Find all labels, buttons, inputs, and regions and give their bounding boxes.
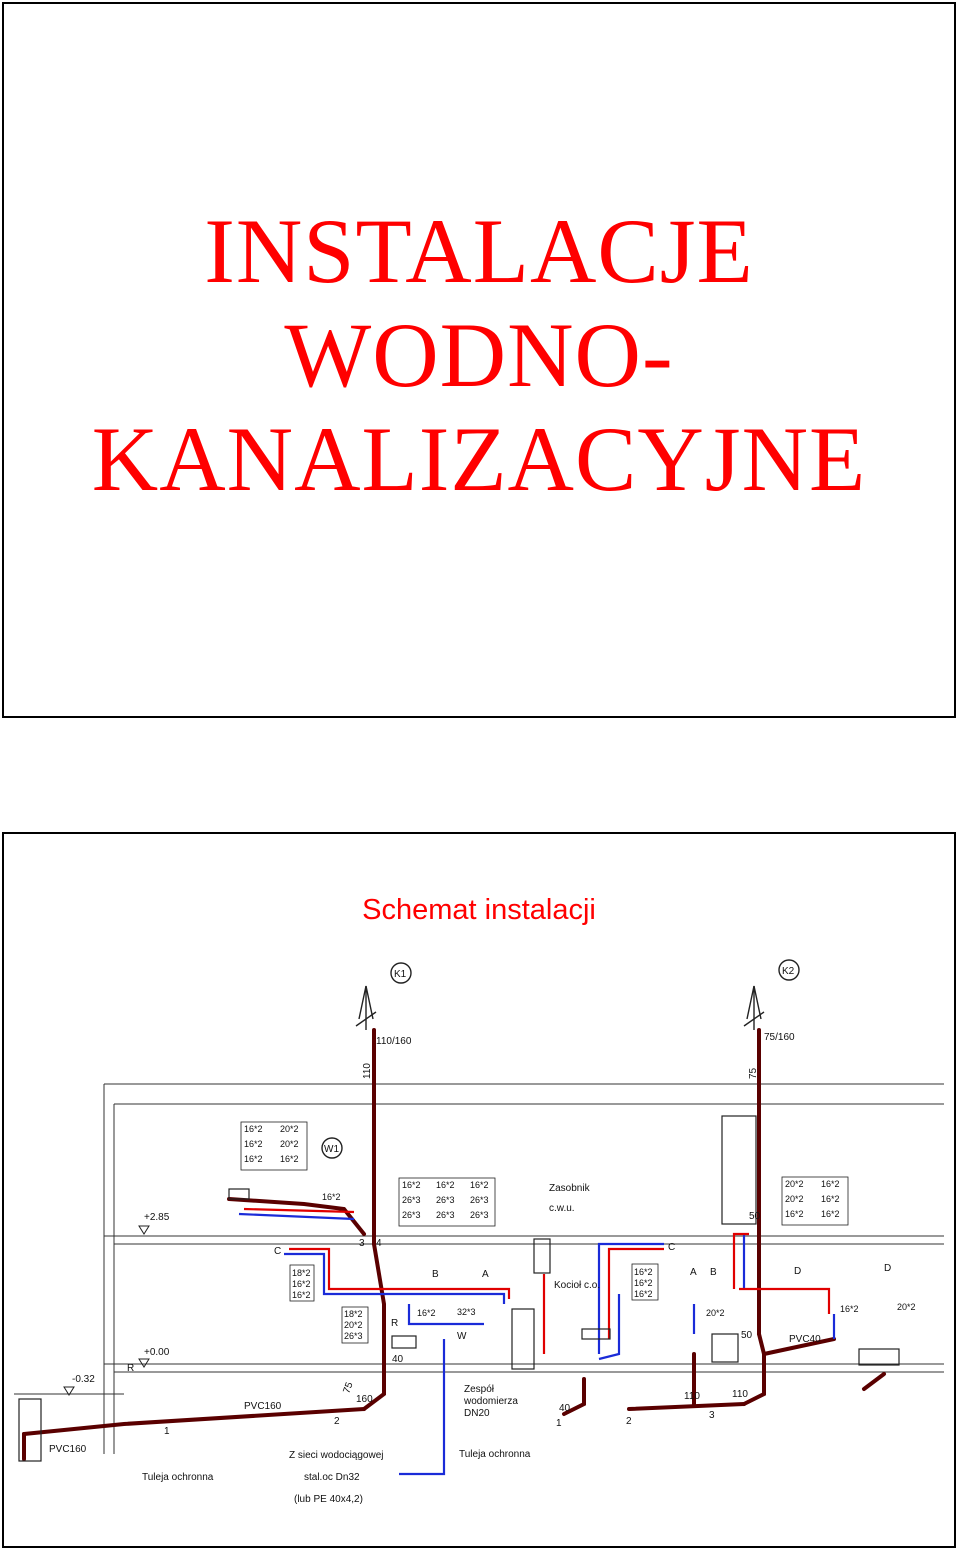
pipe-label: PVC40 — [789, 1334, 821, 1345]
grid-left — [292, 1268, 311, 1300]
pipe-label: PVC160 — [244, 1401, 282, 1412]
cell: 16*2 — [244, 1124, 263, 1134]
cell: 20*2 — [785, 1179, 804, 1189]
point-label: A — [482, 1269, 489, 1280]
point-label: B — [710, 1267, 717, 1278]
level-markers — [64, 1226, 149, 1395]
annotation: Zespół — [464, 1384, 495, 1395]
point-label: B — [432, 1269, 439, 1280]
main-title — [4, 199, 954, 511]
cell: 16*2 — [821, 1179, 840, 1189]
cell: 26*3 — [470, 1210, 489, 1220]
cell: 16*2 — [785, 1209, 804, 1219]
pipe-label: 110 — [684, 1391, 700, 1402]
annotation: 16*2 — [322, 1192, 341, 1202]
schematic-title: Schemat instalacji — [362, 894, 596, 926]
pipe-label: 110 — [362, 1063, 373, 1079]
point-label: R — [391, 1318, 399, 1329]
annotation: DN20 — [464, 1408, 490, 1419]
cell: 26*3 — [344, 1331, 363, 1341]
cell: 18*2 — [292, 1268, 311, 1278]
cell: 16*2 — [470, 1180, 489, 1190]
point-label: 2 — [334, 1416, 340, 1427]
vent-risers — [322, 960, 799, 1158]
annotation: Tuleja ochronna — [459, 1449, 531, 1460]
riser-label-k2: K2 — [782, 966, 795, 977]
pipe-label: 50 — [749, 1211, 761, 1222]
cell: 20*2 — [344, 1320, 363, 1330]
level-label: +2.85 — [144, 1212, 170, 1223]
cell: 16*2 — [292, 1290, 311, 1300]
annotation: c.w.u. — [549, 1203, 575, 1214]
point-label: 2 — [626, 1416, 632, 1427]
pipe-label: 75 — [748, 1067, 759, 1079]
annotation: 20*2 — [706, 1308, 725, 1318]
point-label: W — [457, 1331, 467, 1342]
annotation: 32*3 — [457, 1307, 476, 1317]
annotation: 20*2 — [897, 1302, 916, 1312]
title-line-1: INSTALACJE — [204, 200, 754, 302]
riser-label-w1: W1 — [324, 1144, 339, 1155]
point-labels — [127, 1238, 891, 1437]
pipe-label: PVC160 — [49, 1444, 87, 1455]
cell: 16*2 — [821, 1209, 840, 1219]
cell: 16*2 — [244, 1154, 263, 1164]
level-label: -0.32 — [72, 1374, 95, 1385]
pipe-label: 40 — [559, 1403, 571, 1414]
point-label: C — [668, 1242, 676, 1253]
cell: 16*2 — [634, 1267, 653, 1277]
grid-k2 — [785, 1179, 840, 1219]
cell: 20*2 — [280, 1139, 299, 1149]
annotation: Z sieci wodociągowej — [289, 1450, 384, 1461]
point-label: 3 — [359, 1238, 365, 1249]
cell: 16*2 — [402, 1180, 421, 1190]
schematic-slide — [2, 832, 956, 1548]
annotation: Zasobnik — [549, 1183, 590, 1194]
riser-label-k1: K1 — [394, 969, 407, 980]
point-label: 1 — [556, 1418, 562, 1429]
cell: 16*2 — [821, 1194, 840, 1204]
cell: 20*2 — [280, 1124, 299, 1134]
annotation: stal.oc Dn32 — [304, 1472, 360, 1483]
annotation: (lub PE 40x4,2) — [294, 1494, 363, 1505]
cell: 26*3 — [402, 1195, 421, 1205]
cell: 16*2 — [436, 1180, 455, 1190]
cell: 18*2 — [344, 1309, 363, 1319]
pipe-label: 50 — [741, 1330, 753, 1341]
point-label: 4 — [376, 1238, 382, 1249]
cell: 16*2 — [292, 1279, 311, 1289]
point-label: 1 — [164, 1426, 170, 1437]
plumbing-schematic — [4, 834, 954, 1546]
pipe-label: 110/160 — [376, 1036, 412, 1047]
point-label: 3 — [709, 1410, 715, 1421]
cell: 16*2 — [634, 1289, 653, 1299]
level-label: +0.00 — [144, 1347, 170, 1358]
pipe-label: 160 — [356, 1394, 373, 1405]
grid-bottom — [344, 1309, 363, 1341]
point-label: D — [794, 1266, 802, 1277]
title-slide — [2, 2, 956, 718]
cell: 16*2 — [634, 1278, 653, 1288]
pipe-label: 110 — [732, 1389, 748, 1400]
cell: 26*3 — [402, 1210, 421, 1220]
cell: 16*2 — [244, 1139, 263, 1149]
annotation: 16*2 — [417, 1308, 436, 1318]
cell: 26*3 — [436, 1210, 455, 1220]
pipe-label: 40 — [392, 1354, 404, 1365]
cell: 26*3 — [470, 1195, 489, 1205]
point-label: A — [690, 1267, 697, 1278]
point-label: R — [127, 1363, 135, 1374]
point-label: D — [884, 1263, 892, 1274]
cell: 26*3 — [436, 1195, 455, 1205]
grid-mid — [402, 1180, 489, 1220]
annotation: wodomierza — [464, 1396, 518, 1407]
cell: 16*2 — [280, 1154, 299, 1164]
cell: 20*2 — [785, 1194, 804, 1204]
title-line-3: KANALIZACYJNE — [91, 408, 867, 510]
point-label: C — [274, 1246, 282, 1257]
title-line-2: WODNO- — [284, 304, 674, 406]
pipe-label: 75 — [341, 1380, 356, 1396]
annotation: Kocioł c.o. — [554, 1280, 601, 1291]
annotation: 16*2 — [840, 1304, 859, 1314]
grid-right — [634, 1267, 653, 1299]
pipe-label: 75/160 — [764, 1032, 795, 1043]
grid-w1 — [244, 1124, 299, 1164]
annotation: Tuleja ochronna — [142, 1472, 214, 1483]
